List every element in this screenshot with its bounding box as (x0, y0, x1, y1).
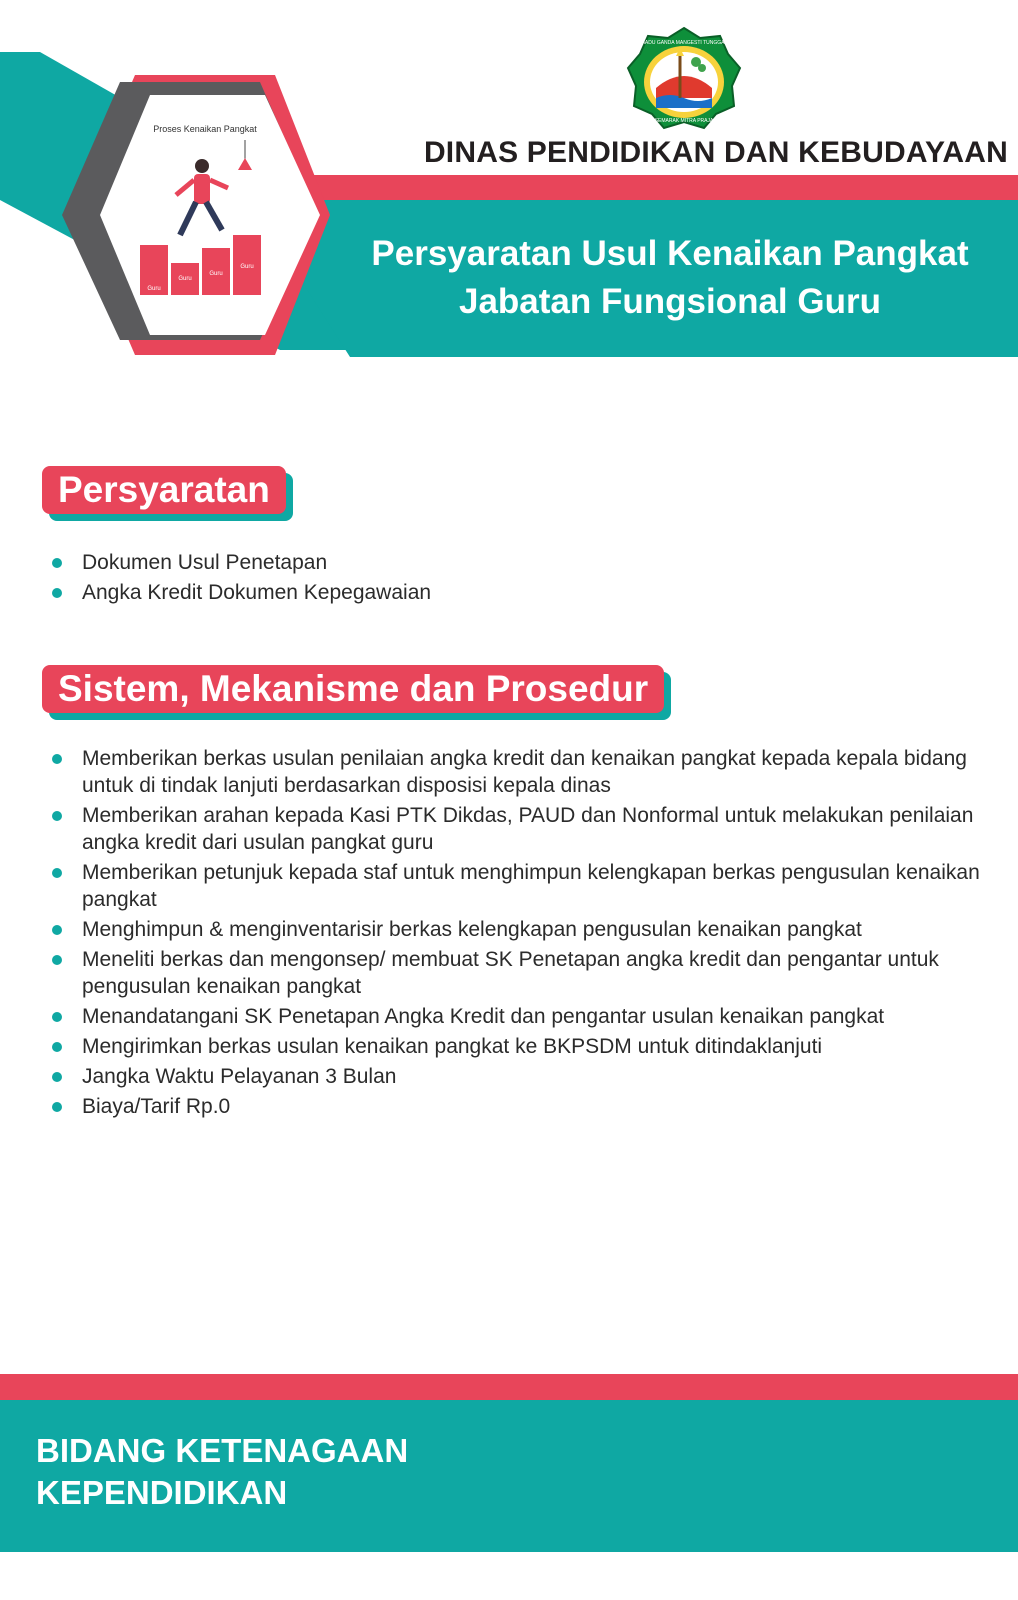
list-item: Memberikan petunjuk kepada staf untuk menghimpun kelengkapan berkas pengusulan kenaikan pangkat (52, 859, 992, 913)
requirements-heading: Persyaratan (42, 466, 286, 514)
list-item: Biaya/Tarif Rp.0 (52, 1093, 992, 1120)
bullet-icon (52, 925, 62, 935)
list-item: Mengirimkan berkas usulan kenaikan pangkat ke BKPSDM untuk ditindaklanjuti (52, 1033, 992, 1060)
footer-line-2: KEPENDIDIKAN (36, 1474, 288, 1511)
bullet-icon (52, 558, 62, 568)
svg-text:Guru: Guru (240, 264, 254, 270)
svg-text:Guru: Guru (147, 286, 161, 292)
bullet-icon (52, 811, 62, 821)
bullet-icon (52, 955, 62, 965)
footer-line-1: BIDANG KETENAGAAN (36, 1432, 409, 1469)
list-item: Memberikan arahan kepada Kasi PTK Dikdas, PAUD dan Nonformal untuk melakukan penilaian angka kredit dari usulan pangkat guru (52, 802, 992, 856)
list-item: Dokumen Usul Penetapan (52, 549, 992, 576)
bullet-icon (52, 1042, 62, 1052)
svg-text:Guru: Guru (209, 271, 223, 277)
list-item: Memberikan berkas usulan penilaian angka kredit dan kenaikan pangkat kepada kepala bidang untuk di tindak lanjuti berdasarkan disposisi kepala dinas (52, 745, 992, 799)
footer-stripe (0, 1374, 1018, 1400)
page-title-line-1: Persyaratan Usul Kenaikan Pangkat (371, 234, 969, 273)
organization-name: DINAS PENDIDIKAN DAN KEBUDAYAAN (423, 136, 1008, 169)
list-item: Meneliti berkas dan mengonsep/ membuat SK Penetapan angka kredit dan pengantar untuk pengusulan kenaikan pangkat (52, 946, 992, 1000)
illustration-caption: Proses Kenaikan Pangkat (153, 124, 257, 134)
bullet-icon (52, 1102, 62, 1112)
promotion-illustration (40, 70, 330, 360)
requirements-list (52, 549, 992, 609)
logo-motto-top: MADU GANDA MANGESTI TUNGGAL (640, 40, 728, 46)
regency-logo (624, 24, 744, 134)
bullet-icon (52, 1012, 62, 1022)
list-item: Angka Kredit Dokumen Kepegawaian (52, 579, 992, 606)
list-item: Jangka Waktu Pelayanan 3 Bulan (52, 1063, 992, 1090)
list-item: Menandatangani SK Penetapan Angka Kredit dan pengantar usulan kenaikan pangkat (52, 1003, 992, 1030)
logo-motto-bottom: SEMARAK MITRA PRAJA (654, 118, 714, 124)
svg-text:Guru: Guru (178, 276, 192, 282)
bullet-icon (52, 868, 62, 878)
bullet-icon (52, 588, 62, 598)
page-title (340, 230, 1000, 326)
footer-department (36, 1430, 408, 1514)
procedure-list (52, 745, 992, 1123)
list-item: Menghimpun & menginventarisir berkas kelengkapan pengusulan kenaikan pangkat (52, 916, 992, 943)
bullet-icon (52, 754, 62, 764)
procedure-heading: Sistem, Mekanisme dan Prosedur (42, 665, 664, 713)
page-title-line-2: Jabatan Fungsional Guru (459, 282, 881, 321)
bullet-icon (52, 1072, 62, 1082)
